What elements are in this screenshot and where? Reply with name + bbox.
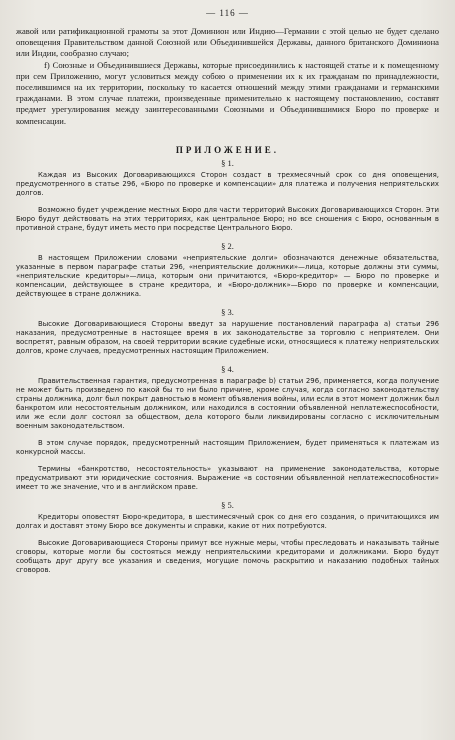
- page-number: — 116 —: [206, 8, 249, 18]
- section-mark: § 5.: [221, 499, 234, 510]
- section-mark: § 2.: [221, 240, 234, 251]
- appendix-paragraph: Высокие Договаривающиеся Стороны введут за нарушение постановлений параграфа а) статьи 296 наказания, предусмотренные в настоящее время в их законодательстве за торговлю с неприятелем. Они воспретят, равным образом, на своей территории всякие судебные иски, относящиеся к платежу неприятельских долгов, кроме случаев, предусмотренных настоящим Приложением.: [16, 319, 439, 355]
- appendix-body: [16, 158, 439, 575]
- main-paragraph: f) Союзные и Объединившиеся Державы, которые присоединились к настоящей статье и к помещенному при сем Приложению, могут условиться между собою о применении их к их гражданам по принадлежности, поселившимся на их территории, поскольку то касается отношений между этими гражданами и германскими гражданами. В этом случае платежи, произведенные применительно к настоящему постановлению, составят предмет урегулирования между заинтересованными Союзными и Объединившимися Бюро по проверке и компенсации.: [16, 59, 439, 126]
- section-mark: § 3.: [221, 306, 234, 317]
- section-mark: § 4.: [221, 363, 234, 374]
- section-mark: § 1.: [221, 157, 234, 168]
- appendix-paragraph: Термины «банкротство, несостоятельность» указывают на применение законодательства, которые предусматривают эти юридические состояния. Выражение «в состоянии объявленной неплатежеспособности» имеет то же значение, что и в английском праве.: [16, 464, 439, 491]
- appendix-paragraph: Возможно будет учреждение местных Бюро для части территорий Высоких Договаривающихся Сторон. Эти Бюро будут действовать на этих территориях, как центральное Бюро; но все сношения с Бюро, основанным в противной стране, будут иметь место при посредстве Центрального Бюро.: [16, 205, 439, 232]
- main-paragraph: жавой или ратификационной грамоты за этот Доминион или Индию—Германии с этой целью не будет сделано оповещения Правительством данной Союзной или Объединившейся Державы, данного британского Доминиона или Индии, сообразно случаю;: [16, 26, 439, 59]
- appendix-paragraph: Каждая из Высоких Договаривающихся Сторон создаст в трехмесячный срок со дня оповещения, предусмотренного в статье 296, «Бюро по проверке и компенсации» для платежа и получения неприятельских долгов.: [16, 170, 439, 197]
- main-text: [16, 26, 439, 127]
- appendix-paragraph: Кредиторы оповестят Бюро-кредитора, в шестимесячный срок со дня его создания, о причитающихся им долгах и доставят этому Бюро все документы и справки, какие от них потребуются.: [16, 512, 439, 530]
- appendix-paragraph: В этом случае порядок, предусмотренный настоящим Приложением, будет применяться к платежам из конкурсной массы.: [16, 438, 439, 456]
- appendix-paragraph: Высокие Договаривающиеся Стороны примут все нужные меры, чтобы преследовать и наказывать тайные сговоры, которые могли бы состояться между неприятельскими кредиторами и должниками. Бюро будут сообщать друг другу все указания и сведения, могущие помочь раскрытию и наказанию подобных тайных сговоров.: [16, 538, 439, 574]
- appendix-title: ПРИЛОЖЕНИЕ.: [175, 144, 280, 155]
- appendix-paragraph: Правительственная гарантия, предусмотренная в параграфе b) статьи 296, применяется, когда получение не может быть произведено по какой бы то ни было причине, кроме случая, когда согласно законодательству страны должника, долг был покрыт давностью в момент объявления войны, или если в этот момент должник был банкротом или несостоятельным должником, или находился в состоянии объявленной неплатежеспособности, или же если долг состоял за обществом, дела которого были ликвидированы согласно с исключительным военным законодательством.: [16, 376, 439, 430]
- appendix-paragraph: В настоящем Приложении словами «неприятельские долги» обозначаются денежные обязательства, указанные в первом параграфе статьи 296, «неприятельские должники»—лица, которые должны эти суммы, «неприятельские кредиторы»—лица, которым они причитаются, «Бюро-кредитор» — Бюро по проверке и компенсации, действующее в стране кредитора, и «Бюро-должник»—Бюро по проверке и компенсации, действующее в стране должника.: [16, 253, 439, 298]
